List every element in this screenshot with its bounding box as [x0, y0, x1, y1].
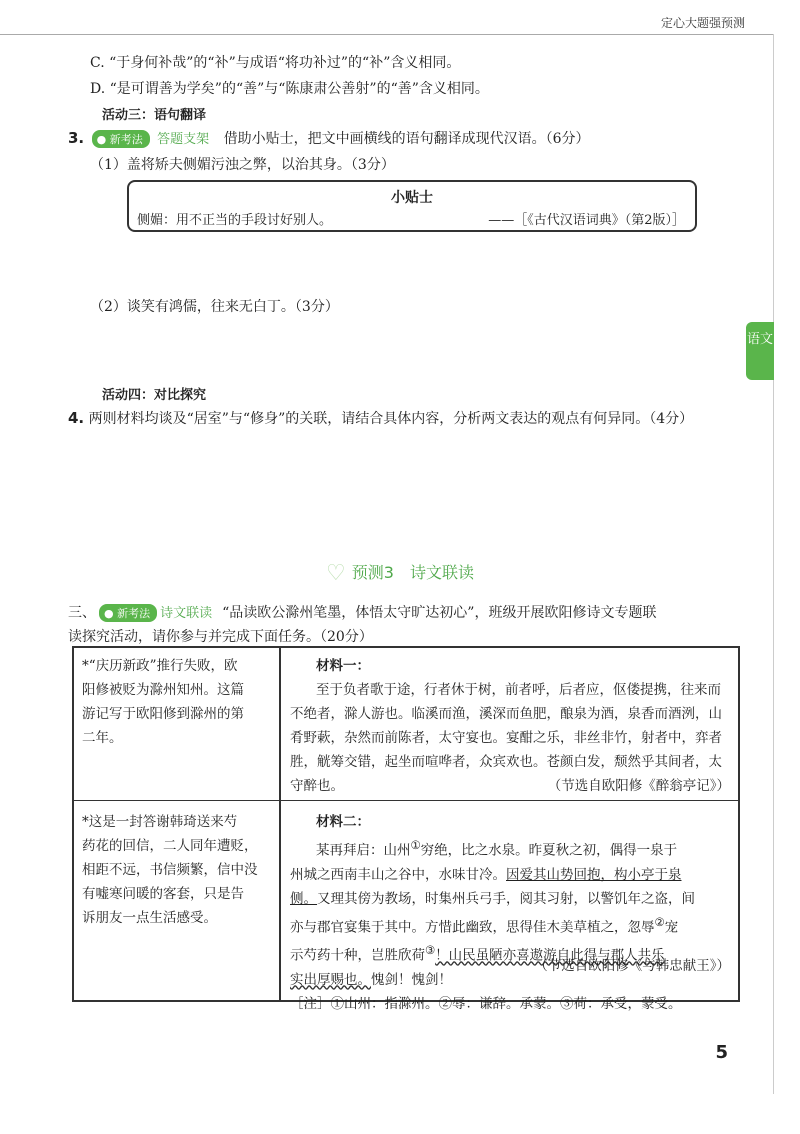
activity3-title: 活动三：语句翻译 [102, 108, 207, 123]
lightbulb-icon: ● [104, 607, 114, 620]
heart-icon: ♡ [326, 561, 346, 586]
note-line: 相距不远，书信频繁，信中没 [82, 862, 258, 878]
subquestion-1: （1）盖将矫夫侧媚污浊之弊，以治其身。（3分） [90, 157, 395, 173]
text-span: 某再拜启：山州 [316, 842, 411, 859]
materials-table [72, 646, 740, 1012]
tip-source: ——［《古代汉语词典》（第2版）］ [488, 213, 685, 228]
tip-title: 小贴士 [391, 190, 433, 206]
footnote-marker: ③ [425, 944, 436, 957]
question-4 [68, 408, 693, 428]
subquestion-2: （2）谈笑有鸿儒，往来无白丁。（3分） [90, 299, 339, 315]
text-span: 州城之西南丰山之谷中，水味甘冷。 [290, 866, 506, 883]
text-span: 穷绝，比之水泉。昨夏秋之初，偶得一泉于 [420, 842, 678, 859]
section-title [0, 560, 800, 586]
footnote-marker: ① [410, 839, 421, 852]
new-method-badge [92, 130, 150, 148]
material-2-source: （节选自欧阳修《与韩忠献王》） [534, 958, 730, 974]
note-line: 药花的回信，二人同年遭贬， [82, 838, 258, 854]
footnote-marker: ② [654, 915, 665, 929]
note-line: 阳修被贬为滁州知州。这篇 [82, 682, 244, 698]
note-line: *这是一封答谢韩琦送来芍 [82, 814, 238, 830]
text-span: 又理其傍为教场，时集州兵弓手，阅其习射，以警饥年之盗，间 [317, 890, 695, 907]
badge-label: 新考法 [109, 133, 143, 146]
subject-tab[interactable]: 语文 [746, 322, 774, 380]
note-line: 游记写于欧阳修到滁州的第 [82, 706, 244, 722]
text-span: 亦与郡官宴集于其中。方惜此幽致，思得佳木美草植之，忽辱 [290, 919, 655, 935]
part3-intro [68, 602, 656, 622]
question-number: 3. [68, 129, 85, 147]
material-1-title: 材料一： [316, 658, 370, 674]
underlined-sentence: 侧。 [290, 890, 317, 907]
note-cell-2 [82, 810, 274, 930]
material-1-line: 胜，觥筹交错，起坐而喧哗者，众宾欢也。苍颜白发，颓然乎其间者，太 [290, 754, 722, 770]
note-cell-1 [82, 654, 274, 750]
page-number: 5 [715, 1042, 728, 1063]
option-d: D. “是可谓善为学矣”的“善”与“陈康肃公善射”的“善”含义相同。 [90, 81, 489, 97]
new-method-badge [99, 604, 157, 622]
question-stem: 借助小贴士，把文中画横线的语句翻译成现代汉语。（6分） [223, 131, 590, 147]
material-2-title: 材料二： [316, 814, 370, 830]
note-line: 有嘘寒问暖的客套，只是告 [82, 886, 244, 902]
material-1-source: （节选自欧阳修《醉翁亭记》） [547, 778, 730, 794]
material-2-line [290, 911, 734, 940]
column-divider [279, 648, 281, 1000]
material-2-line [290, 887, 734, 911]
badge-label: 新考法 [117, 607, 151, 620]
note-line: 诉朋友一点生活感受。 [82, 910, 217, 926]
section-title-text: 预测3 诗文联读 [351, 563, 474, 582]
material-2-cell [290, 810, 734, 1016]
note-line: *“庆历新政”推行失败，欧 [82, 658, 238, 674]
header-divider [0, 34, 774, 35]
tip-box [127, 180, 697, 232]
wavy-underlined-sentence: 实出厚赐也。 [290, 971, 371, 988]
note-line: 二年。 [82, 730, 123, 746]
series-title: 定心大题强预测 [660, 16, 745, 30]
badge-subtitle: 诗文联读 [160, 606, 213, 621]
text-span: 示芍药十种，岂胜欣荷 [290, 947, 425, 964]
badge-subtitle: 答题支架 [157, 132, 210, 147]
part-prefix: 三、 [68, 605, 96, 621]
material-1-line: 至于负者歌于途，行者休于树，前者呼，后者应，伛偻提携，往来而 [316, 682, 721, 698]
material-2-line [290, 863, 734, 887]
material-1-line: 守醉也。 [290, 778, 344, 794]
question-3 [68, 128, 590, 148]
row-divider [74, 800, 738, 801]
text-span: 宠 [664, 919, 679, 935]
tip-definition: 侧媚：用不正当的手段讨好别人。 [137, 213, 333, 228]
underlined-sentence: 因爱其山势回抱，构小亭于泉 [506, 866, 682, 883]
part3-intro-line2: 读探究活动，请你参与并完成下面任务。（20分） [68, 629, 373, 645]
activity4-title: 活动四：对比探究 [102, 388, 207, 403]
material-1-line: 肴野蔌，杂然而前陈者，太守宴也。宴酣之乐，非丝非竹，射者中，弈者 [290, 730, 722, 746]
material-2-annotation: ［注］①山州：指滁州。②辱：谦辞。承蒙。③荷：承受，蒙受。 [290, 995, 682, 1012]
lightbulb-icon: ● [96, 133, 107, 146]
material-2-line [290, 834, 734, 863]
option-c: C. “于身何补哉”的“补”与成语“将功补过”的“补”含义相同。 [90, 55, 461, 71]
question-stem: 两则材料均谈及“居室”与“修身”的关联，请结合具体内容，分析两文表达的观点有何异同。（4分） [88, 411, 694, 427]
intro-line-1: “品读欧公滁州笔墨，体悟太守旷达初心”，班级开展欧阳修诗文专题联 [222, 605, 657, 621]
material-1-line: 不绝者，滁人游也。临溪而渔，溪深而鱼肥，酿泉为酒，泉香而酒洌，山 [290, 706, 722, 722]
question-number: 4. [68, 409, 85, 427]
wavy-underlined-sentence: ！山民虽陋亦喜遨游自此得与郡人共乐 [435, 947, 665, 964]
text-span: 愧剑！愧剑！ [371, 971, 452, 988]
